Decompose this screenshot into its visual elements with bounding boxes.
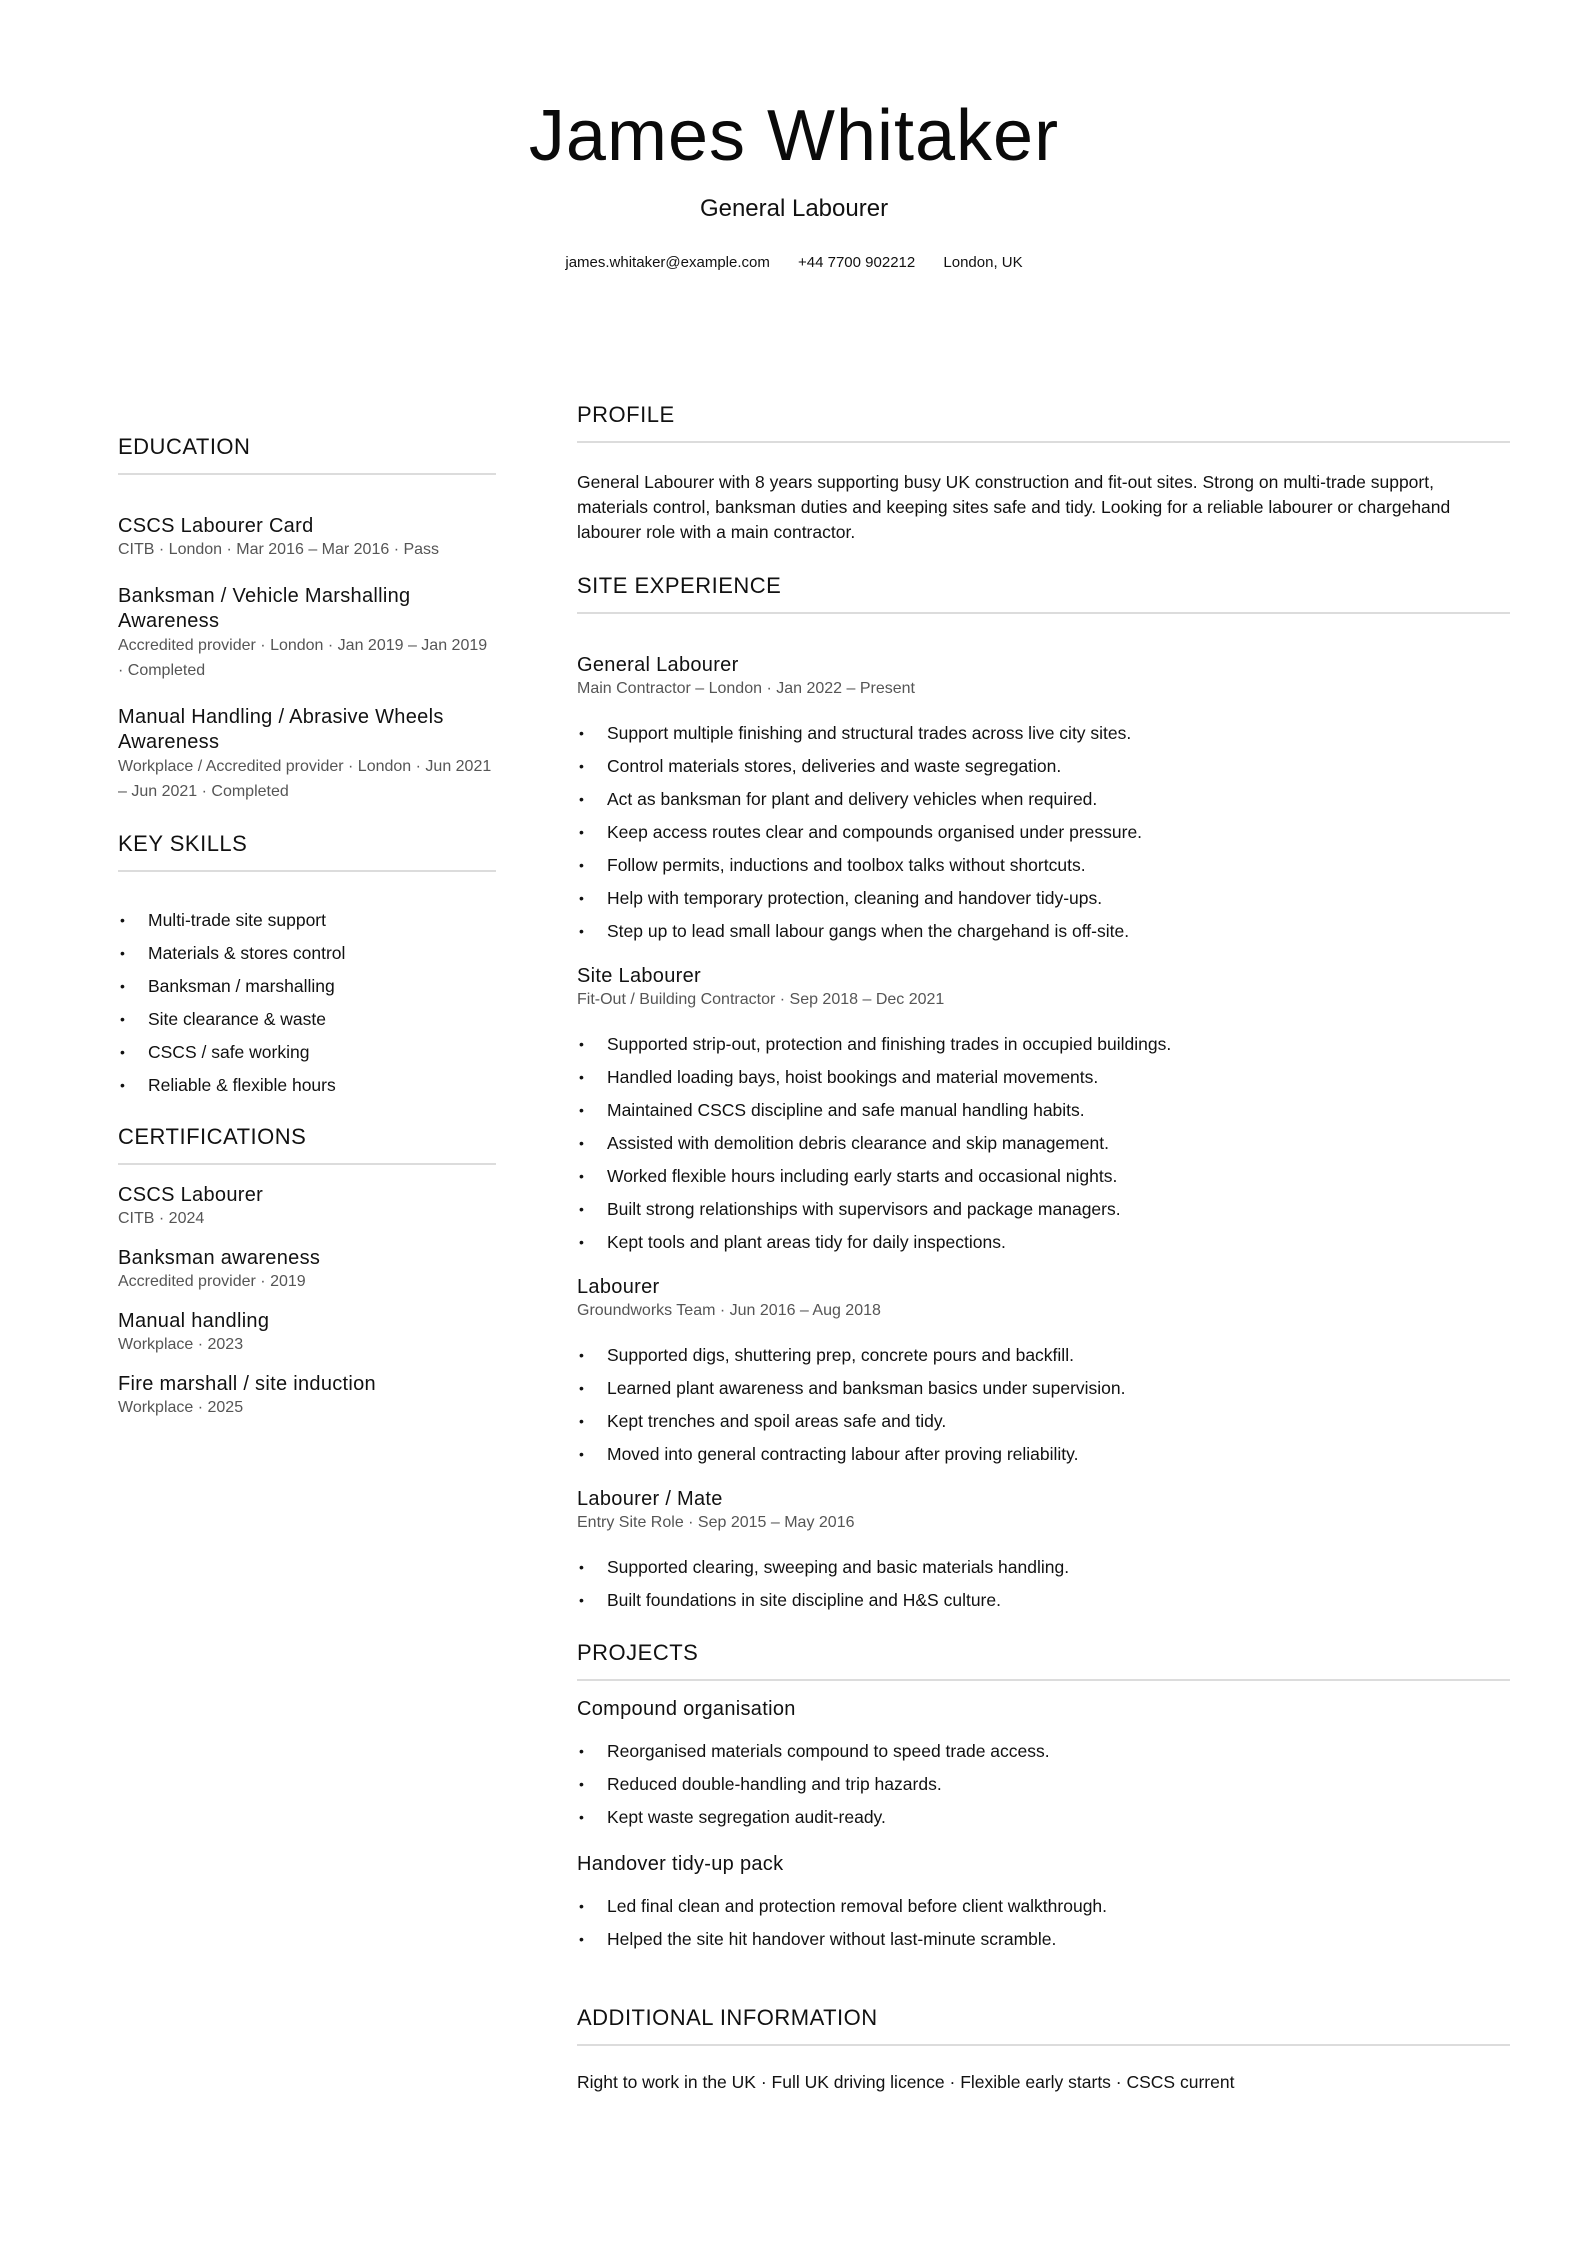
bullet-text: Reorganised materials compound to speed trade access. — [607, 1741, 1050, 1761]
certification-meta: Workplace · 2023 — [118, 1336, 244, 1353]
list-item: • Built foundations in site discipline and H&S culture. — [579, 1590, 1001, 1610]
job-title: Labourer / Mate — [577, 1488, 723, 1510]
list-item: • Maintained CSCS discipline and safe manual handling habits. — [579, 1100, 1085, 1120]
job-bullets — [577, 1551, 1069, 1617]
list-item: • Keep access routes clear and compounds organised under pressure. — [579, 822, 1143, 842]
list-item: • Built strong relationships with supervisors and package managers. — [579, 1199, 1121, 1219]
bullet-text: Keep access routes clear and compounds organised under pressure. — [607, 822, 1143, 842]
list-item: • Supported clearing, sweeping and basic materials handling. — [579, 1557, 1070, 1577]
list-item: • Worked flexible hours including early starts and occasional nights. — [579, 1166, 1118, 1186]
bullet-text: Reduced double-handling and trip hazards. — [607, 1774, 942, 1794]
job-meta: Entry Site Role · Sep 2015 – May 2016 — [577, 1514, 855, 1531]
bullet-text: Follow permits, inductions and toolbox talks without shortcuts. — [607, 855, 1086, 875]
job-meta: Fit-Out / Building Contractor · Sep 2018 – Dec 2021 — [577, 991, 945, 1008]
certification-title: CSCS Labourer — [118, 1184, 264, 1206]
skill-text: Banksman / marshalling — [148, 976, 335, 996]
list-item: • CSCS / safe working — [120, 1042, 310, 1062]
additional-divider — [577, 2044, 1510, 2046]
skills-heading: KEY SKILLS — [118, 831, 248, 856]
list-item: • Kept tools and plant areas tidy for daily inspections. — [579, 1232, 1006, 1252]
job-title: Labourer — [577, 1276, 660, 1298]
job-meta: Main Contractor – London · Jan 2022 – Present — [577, 680, 915, 697]
bullet-text: Supported strip-out, protection and finishing trades in occupied buildings. — [607, 1034, 1172, 1054]
education-item-meta: Accredited provider · London · Jan 2019 – Jan 2019 · Completed — [118, 637, 488, 679]
bullet-text: Step up to lead small labour gangs when the chargehand is off-site. — [607, 921, 1130, 941]
list-item: • Kept waste segregation audit-ready. — [579, 1807, 886, 1827]
candidate-role: General Labourer — [699, 195, 889, 222]
skill-text: CSCS / safe working — [148, 1042, 310, 1062]
profile-divider — [577, 441, 1510, 443]
certifications-heading: CERTIFICATIONS — [118, 1124, 307, 1149]
education-item-title: CSCS Labourer Card — [118, 515, 314, 537]
experience-divider — [577, 612, 1510, 614]
education-divider — [118, 473, 496, 475]
bullet-text: Supported clearing, sweeping and basic materials handling. — [607, 1557, 1070, 1577]
bullet-text: Assisted with demolition debris clearance and skip management. — [607, 1133, 1109, 1153]
skills-list — [118, 904, 345, 1102]
list-item: • Handled loading bays, hoist bookings and material movements. — [579, 1067, 1099, 1087]
additional-heading: ADDITIONAL INFORMATION — [577, 2005, 878, 2030]
bullet-text: Support multiple finishing and structural trades across live city sites. — [607, 723, 1132, 743]
list-item: • Moved into general contracting labour after proving reliability. — [579, 1444, 1079, 1464]
additional-text: Right to work in the UK · Full UK driving licence · Flexible early starts · CSCS current — [577, 2072, 1235, 2092]
list-item: • Act as banksman for plant and delivery vehicles when required. — [579, 789, 1098, 809]
education-heading: EDUCATION — [118, 434, 251, 459]
list-item: • Support multiple finishing and structural trades across live city sites. — [579, 723, 1132, 743]
skill-text: Materials & stores control — [148, 943, 346, 963]
profile-line: General Labourer with 8 years supporting busy UK construction and fit-out sites. Strong on multi-trade support, — [577, 472, 1434, 492]
list-item: • Led final clean and protection removal before client walkthrough. — [579, 1896, 1108, 1916]
job-bullets — [577, 717, 1142, 948]
list-item: • Reduced double-handling and trip hazards. — [579, 1774, 942, 1794]
bullet-text: Control materials stores, deliveries and waste segregation. — [607, 756, 1062, 776]
bullet-text: Led final clean and protection removal before client walkthrough. — [607, 1896, 1108, 1916]
education-item-meta: CITB · London · Mar 2016 – Mar 2016 · Pass — [118, 541, 440, 558]
list-item: • Supported digs, shuttering prep, concrete pours and backfill. — [579, 1345, 1074, 1365]
list-item: • Learned plant awareness and banksman basics under supervision. — [579, 1378, 1126, 1398]
experience-heading: SITE EXPERIENCE — [577, 573, 782, 598]
bullet-text: Learned plant awareness and banksman basics under supervision. — [607, 1378, 1126, 1398]
certification-meta: CITB · 2024 — [118, 1210, 205, 1227]
certification-meta: Accredited provider · 2019 — [118, 1273, 306, 1290]
job-title: Site Labourer — [577, 965, 701, 987]
bullet-text: Kept waste segregation audit-ready. — [607, 1807, 886, 1827]
list-item: • Kept trenches and spoil areas safe and tidy. — [579, 1411, 947, 1431]
project-title: Compound organisation — [577, 1698, 796, 1720]
bullet-text: Built foundations in site discipline and H&S culture. — [607, 1590, 1001, 1610]
skill-text: Reliable & flexible hours — [148, 1075, 336, 1095]
list-item: • Site clearance & waste — [120, 1009, 327, 1029]
list-item: • Assisted with demolition debris clearance and skip management. — [579, 1133, 1109, 1153]
certification-title: Manual handling — [118, 1310, 270, 1332]
candidate-name: James Whitaker — [528, 96, 1060, 176]
skill-text: Multi-trade site support — [148, 910, 326, 930]
bullet-text: Handled loading bays, hoist bookings and material movements. — [607, 1067, 1099, 1087]
list-item: • Multi-trade site support — [120, 910, 326, 930]
certification-meta: Workplace · 2025 — [118, 1399, 244, 1416]
bullet-text: Supported digs, shuttering prep, concrete pours and backfill. — [607, 1345, 1074, 1365]
list-item: • Supported strip-out, protection and finishing trades in occupied buildings. — [579, 1034, 1172, 1054]
skills-divider — [118, 870, 496, 872]
bullet-text: Built strong relationships with supervisors and package managers. — [607, 1199, 1121, 1219]
education-item-title: Banksman / Vehicle Marshalling Awareness — [118, 585, 411, 632]
list-item: • Materials & stores control — [120, 943, 346, 963]
list-item: • Step up to lead small labour gangs when the chargehand is off-site. — [579, 921, 1130, 941]
certification-title: Banksman awareness — [118, 1247, 321, 1269]
bullet-text: Act as banksman for plant and delivery vehicles when required. — [607, 789, 1098, 809]
bullet-text: Moved into general contracting labour after proving reliability. — [607, 1444, 1079, 1464]
bullet-text: Kept tools and plant areas tidy for daily inspections. — [607, 1232, 1006, 1252]
projects-heading: PROJECTS — [577, 1640, 699, 1665]
project-bullets — [577, 1890, 1107, 1956]
list-item: • Follow permits, inductions and toolbox talks without shortcuts. — [579, 855, 1086, 875]
education-item-meta: Workplace / Accredited provider · London · Jun 2021 – Jun 2021 · Completed — [118, 758, 492, 800]
profile-heading: PROFILE — [577, 402, 675, 427]
bullet-text: Worked flexible hours including early starts and occasional nights. — [607, 1166, 1118, 1186]
list-item: • Reliable & flexible hours — [120, 1075, 336, 1095]
profile-line: materials control, banksman duties and keeping sites safe and tidy. Looking for a reliable labourer or chargehand — [577, 497, 1451, 517]
projects-divider — [577, 1679, 1510, 1681]
contact-phone[interactable]: +44 7700 902212 — [798, 254, 916, 271]
job-title: General Labourer — [577, 654, 739, 676]
job-bullets — [577, 1339, 1126, 1471]
bullet-text: Kept trenches and spoil areas safe and tidy. — [607, 1411, 947, 1431]
contact-email[interactable]: james.whitaker@example.com — [565, 254, 770, 271]
list-item: • Banksman / marshalling — [120, 976, 335, 996]
job-bullets — [577, 1028, 1171, 1259]
contact-location: London, UK — [943, 254, 1023, 271]
project-bullets — [577, 1735, 1050, 1834]
list-item: • Reorganised materials compound to speed trade access. — [579, 1741, 1050, 1761]
certification-title: Fire marshall / site induction — [118, 1373, 376, 1395]
bullet-text: Helped the site hit handover without last-minute scramble. — [607, 1929, 1057, 1949]
list-item: • Help with temporary protection, cleaning and handover tidy-ups. — [579, 888, 1103, 908]
certifications-divider — [118, 1163, 496, 1165]
profile-summary — [577, 470, 1515, 545]
profile-line: labourer role with a main contractor. — [577, 522, 856, 542]
list-item: • Control materials stores, deliveries and waste segregation. — [579, 756, 1062, 776]
project-title: Handover tidy-up pack — [577, 1853, 784, 1875]
list-item: • Helped the site hit handover without last-minute scramble. — [579, 1929, 1057, 1949]
bullet-text: Help with temporary protection, cleaning and handover tidy-ups. — [607, 888, 1103, 908]
bullet-text: Maintained CSCS discipline and safe manual handling habits. — [607, 1100, 1085, 1120]
skill-text: Site clearance & waste — [148, 1009, 327, 1029]
contact-line — [0, 253, 1588, 273]
job-meta: Groundworks Team · Jun 2016 – Aug 2018 — [577, 1302, 881, 1319]
education-item-title: Manual Handling / Abrasive Wheels Awareness — [118, 706, 444, 753]
